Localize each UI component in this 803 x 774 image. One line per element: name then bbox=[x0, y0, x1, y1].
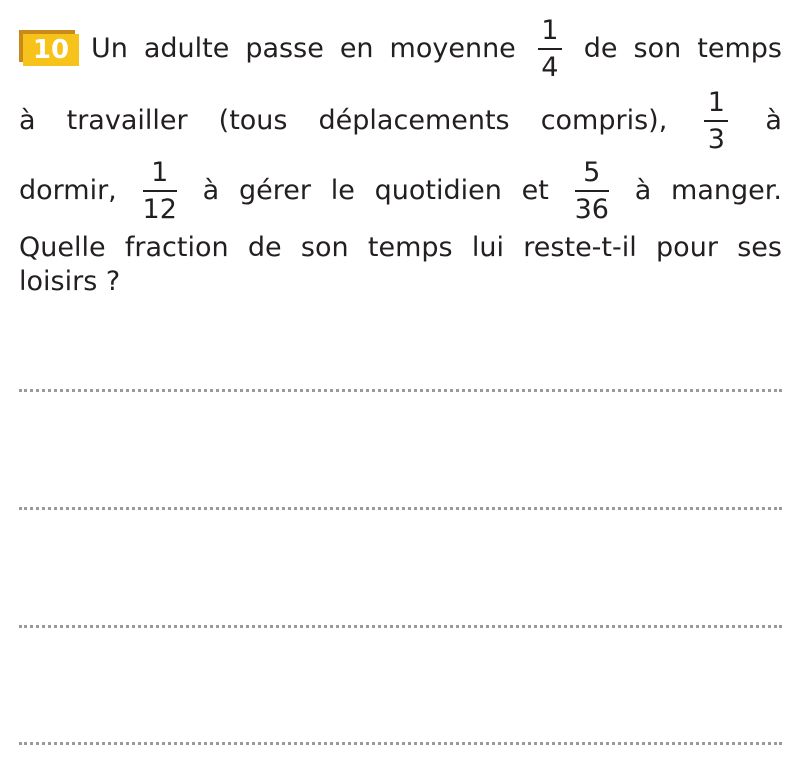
word: lui bbox=[471, 232, 505, 263]
fraction-numerator: 1 bbox=[707, 87, 725, 118]
word: déplacements bbox=[318, 105, 510, 136]
word: dormir, bbox=[19, 175, 117, 206]
answer-line[interactable] bbox=[19, 389, 782, 392]
fraction-denominator: 3 bbox=[707, 124, 725, 155]
word: reste-t-il bbox=[523, 232, 637, 263]
answer-line[interactable] bbox=[19, 507, 782, 510]
word: adulte bbox=[143, 33, 230, 64]
answer-line[interactable] bbox=[19, 742, 782, 745]
word: compris), bbox=[540, 105, 668, 136]
exercise-10 bbox=[19, 0, 782, 774]
statement-line-2 bbox=[19, 85, 782, 157]
fraction-meals bbox=[569, 157, 615, 225]
word: son bbox=[633, 33, 682, 64]
word: passe bbox=[245, 33, 324, 64]
word: pour bbox=[656, 232, 718, 263]
word: loisirs ? bbox=[19, 266, 121, 297]
word: Un bbox=[91, 33, 128, 64]
fraction-denominator: 12 bbox=[142, 194, 177, 225]
word: le bbox=[330, 175, 355, 206]
word: son bbox=[300, 232, 349, 263]
question-line-1 bbox=[19, 232, 782, 264]
word: manger. bbox=[671, 175, 782, 206]
word: à bbox=[19, 105, 36, 136]
word: temps bbox=[367, 232, 453, 263]
exercise-number: 10 bbox=[23, 34, 79, 66]
word: (tous bbox=[218, 105, 288, 136]
fraction-bar bbox=[704, 120, 728, 122]
fraction-numerator: 5 bbox=[583, 157, 601, 188]
exercise-number-badge bbox=[19, 30, 79, 66]
word: temps bbox=[697, 33, 782, 64]
word: de bbox=[247, 232, 282, 263]
statement-line-3 bbox=[19, 155, 782, 227]
word: à bbox=[634, 175, 652, 206]
word: et bbox=[521, 175, 549, 206]
word: ses bbox=[737, 232, 782, 263]
word: de bbox=[583, 33, 618, 64]
statement-line-1 bbox=[91, 13, 782, 85]
fraction-bar bbox=[143, 190, 177, 192]
fraction-sleep bbox=[698, 87, 734, 155]
fraction-bar bbox=[575, 190, 609, 192]
word: travailler bbox=[66, 105, 188, 136]
word: gérer bbox=[238, 175, 311, 206]
fraction-numerator: 1 bbox=[151, 157, 169, 188]
fraction-numerator: 1 bbox=[541, 15, 559, 46]
word: à bbox=[202, 175, 220, 206]
fraction-denominator: 36 bbox=[574, 194, 609, 225]
word: quotidien bbox=[374, 175, 502, 206]
word: en bbox=[339, 33, 374, 64]
word: moyenne bbox=[389, 33, 516, 64]
fraction-bar bbox=[538, 48, 562, 50]
question-line-2 bbox=[19, 266, 782, 298]
fraction-daily-life bbox=[137, 157, 183, 225]
word: fraction bbox=[124, 232, 229, 263]
word: à bbox=[765, 105, 782, 136]
answer-line[interactable] bbox=[19, 625, 782, 628]
fraction-denominator: 4 bbox=[541, 52, 559, 83]
fraction-work bbox=[532, 15, 568, 83]
word: Quelle bbox=[19, 232, 106, 263]
